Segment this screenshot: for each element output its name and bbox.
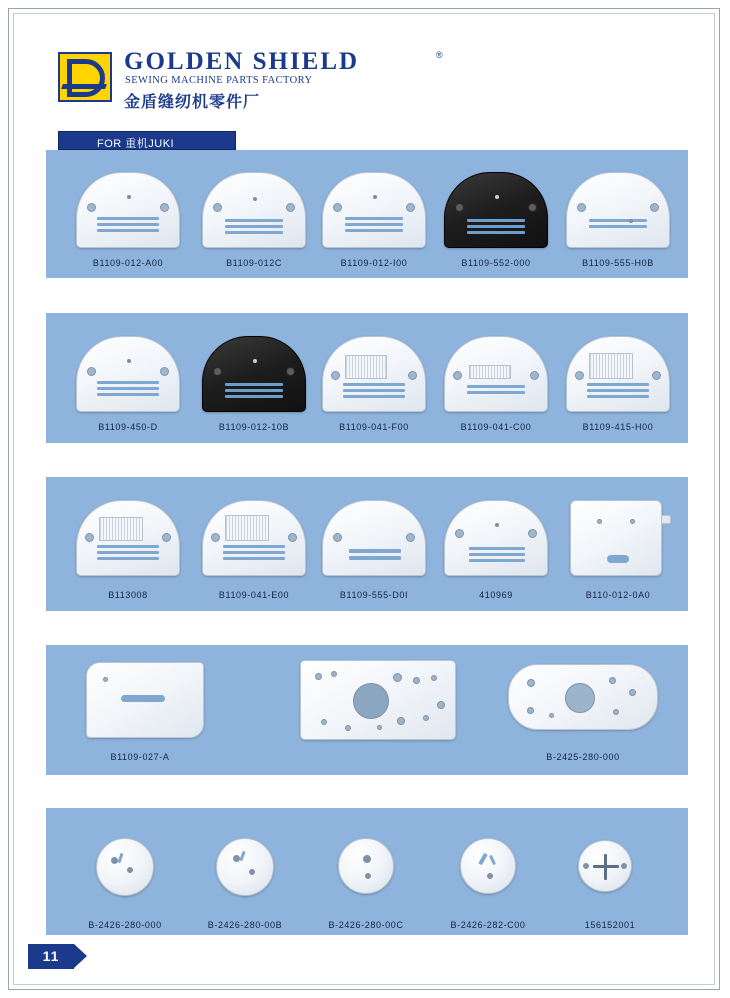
needle-plate-art — [322, 172, 426, 248]
product-code: B-2426-282-C00 — [450, 920, 526, 930]
product-item[interactable] — [216, 838, 274, 896]
product-item[interactable] — [76, 172, 180, 248]
brand-subtitle-en: SEWING MACHINE PARTS FACTORY — [125, 75, 313, 86]
bobbin-plate-art — [216, 838, 274, 896]
product-item[interactable] — [76, 336, 180, 412]
needle-plate-art — [76, 500, 180, 576]
page-number-arrow-icon — [74, 944, 87, 968]
product-code: B-2426-280-000 — [88, 920, 162, 930]
product-code: B1109-012-I00 — [340, 258, 408, 268]
product-item[interactable] — [578, 840, 632, 892]
product-code: B110-012-0A0 — [585, 590, 651, 600]
oval-bed-plate-art — [508, 664, 658, 730]
product-code: B1109-552-000 — [461, 258, 531, 268]
brand-name-en: GOLDEN SHIELD — [124, 48, 360, 75]
product-item[interactable] — [86, 662, 204, 738]
product-item[interactable] — [566, 172, 670, 248]
product-code: B1109-450-D — [98, 422, 158, 432]
product-code: B1109-012-10B — [218, 422, 290, 432]
product-item[interactable] — [322, 172, 426, 248]
product-item[interactable] — [338, 838, 394, 894]
section-tab — [58, 131, 236, 150]
product-item[interactable] — [96, 838, 154, 896]
slide-plate-art — [570, 500, 662, 576]
needle-plate-art — [444, 500, 548, 576]
bed-plate-art — [300, 660, 456, 740]
product-item[interactable] — [202, 172, 306, 248]
product-code: B-2426-280-00B — [207, 920, 283, 930]
product-code: B1109-415-H00 — [582, 422, 654, 432]
brand-header — [58, 48, 443, 111]
needle-plate-art — [322, 500, 426, 576]
brand-name-cn: 金盾缝纫机零件厂 — [124, 94, 261, 111]
slide-plate-art — [86, 662, 204, 738]
product-item[interactable] — [322, 500, 426, 576]
bobbin-plate-art — [578, 840, 632, 892]
product-item[interactable] — [444, 500, 548, 576]
bobbin-plate-art — [338, 838, 394, 894]
product-code: B1109-012C — [226, 258, 282, 268]
needle-plate-art — [202, 172, 306, 248]
product-code: B-2425-280-000 — [546, 752, 620, 762]
needle-plate-art — [444, 336, 548, 412]
product-code: B-2426-280-00C — [328, 920, 404, 930]
bobbin-plate-art — [96, 838, 154, 896]
needle-plate-art — [202, 336, 306, 412]
product-item[interactable] — [508, 664, 658, 730]
product-item[interactable] — [322, 336, 426, 412]
page-number: 11 — [28, 944, 74, 969]
needle-plate-art — [322, 336, 426, 412]
needle-plate-art — [566, 172, 670, 248]
bobbin-plate-art — [460, 838, 516, 894]
product-code: B1109-027-A — [110, 752, 170, 762]
product-item[interactable] — [300, 660, 456, 740]
registered-trademark-icon: ® — [436, 50, 443, 60]
product-code: 410969 — [479, 590, 513, 600]
needle-plate-art — [76, 336, 180, 412]
product-item[interactable] — [460, 838, 516, 894]
product-code: B113008 — [108, 590, 148, 600]
needle-plate-art — [566, 336, 670, 412]
product-item[interactable] — [444, 336, 548, 412]
golden-shield-logo-icon — [58, 52, 112, 102]
product-item[interactable] — [202, 336, 306, 412]
product-item[interactable] — [566, 336, 670, 412]
product-code: B1109-012-A00 — [92, 258, 164, 268]
product-item[interactable] — [202, 500, 306, 576]
product-item[interactable] — [570, 500, 662, 576]
product-code: B1109-555-H0B — [582, 258, 654, 268]
needle-plate-art — [202, 500, 306, 576]
needle-plate-art — [444, 172, 548, 248]
product-item[interactable] — [444, 172, 548, 248]
product-item[interactable] — [76, 500, 180, 576]
product-code: B1109-041-C00 — [460, 422, 532, 432]
product-code: 156152001 — [584, 920, 636, 930]
product-code: B1109-041-F00 — [339, 422, 409, 432]
needle-plate-art — [76, 172, 180, 248]
product-code: B1109-555-D0I — [339, 590, 409, 600]
section-tab-label: FOR 重机JUKI — [97, 138, 175, 150]
product-code: B1109-041-E00 — [218, 590, 290, 600]
